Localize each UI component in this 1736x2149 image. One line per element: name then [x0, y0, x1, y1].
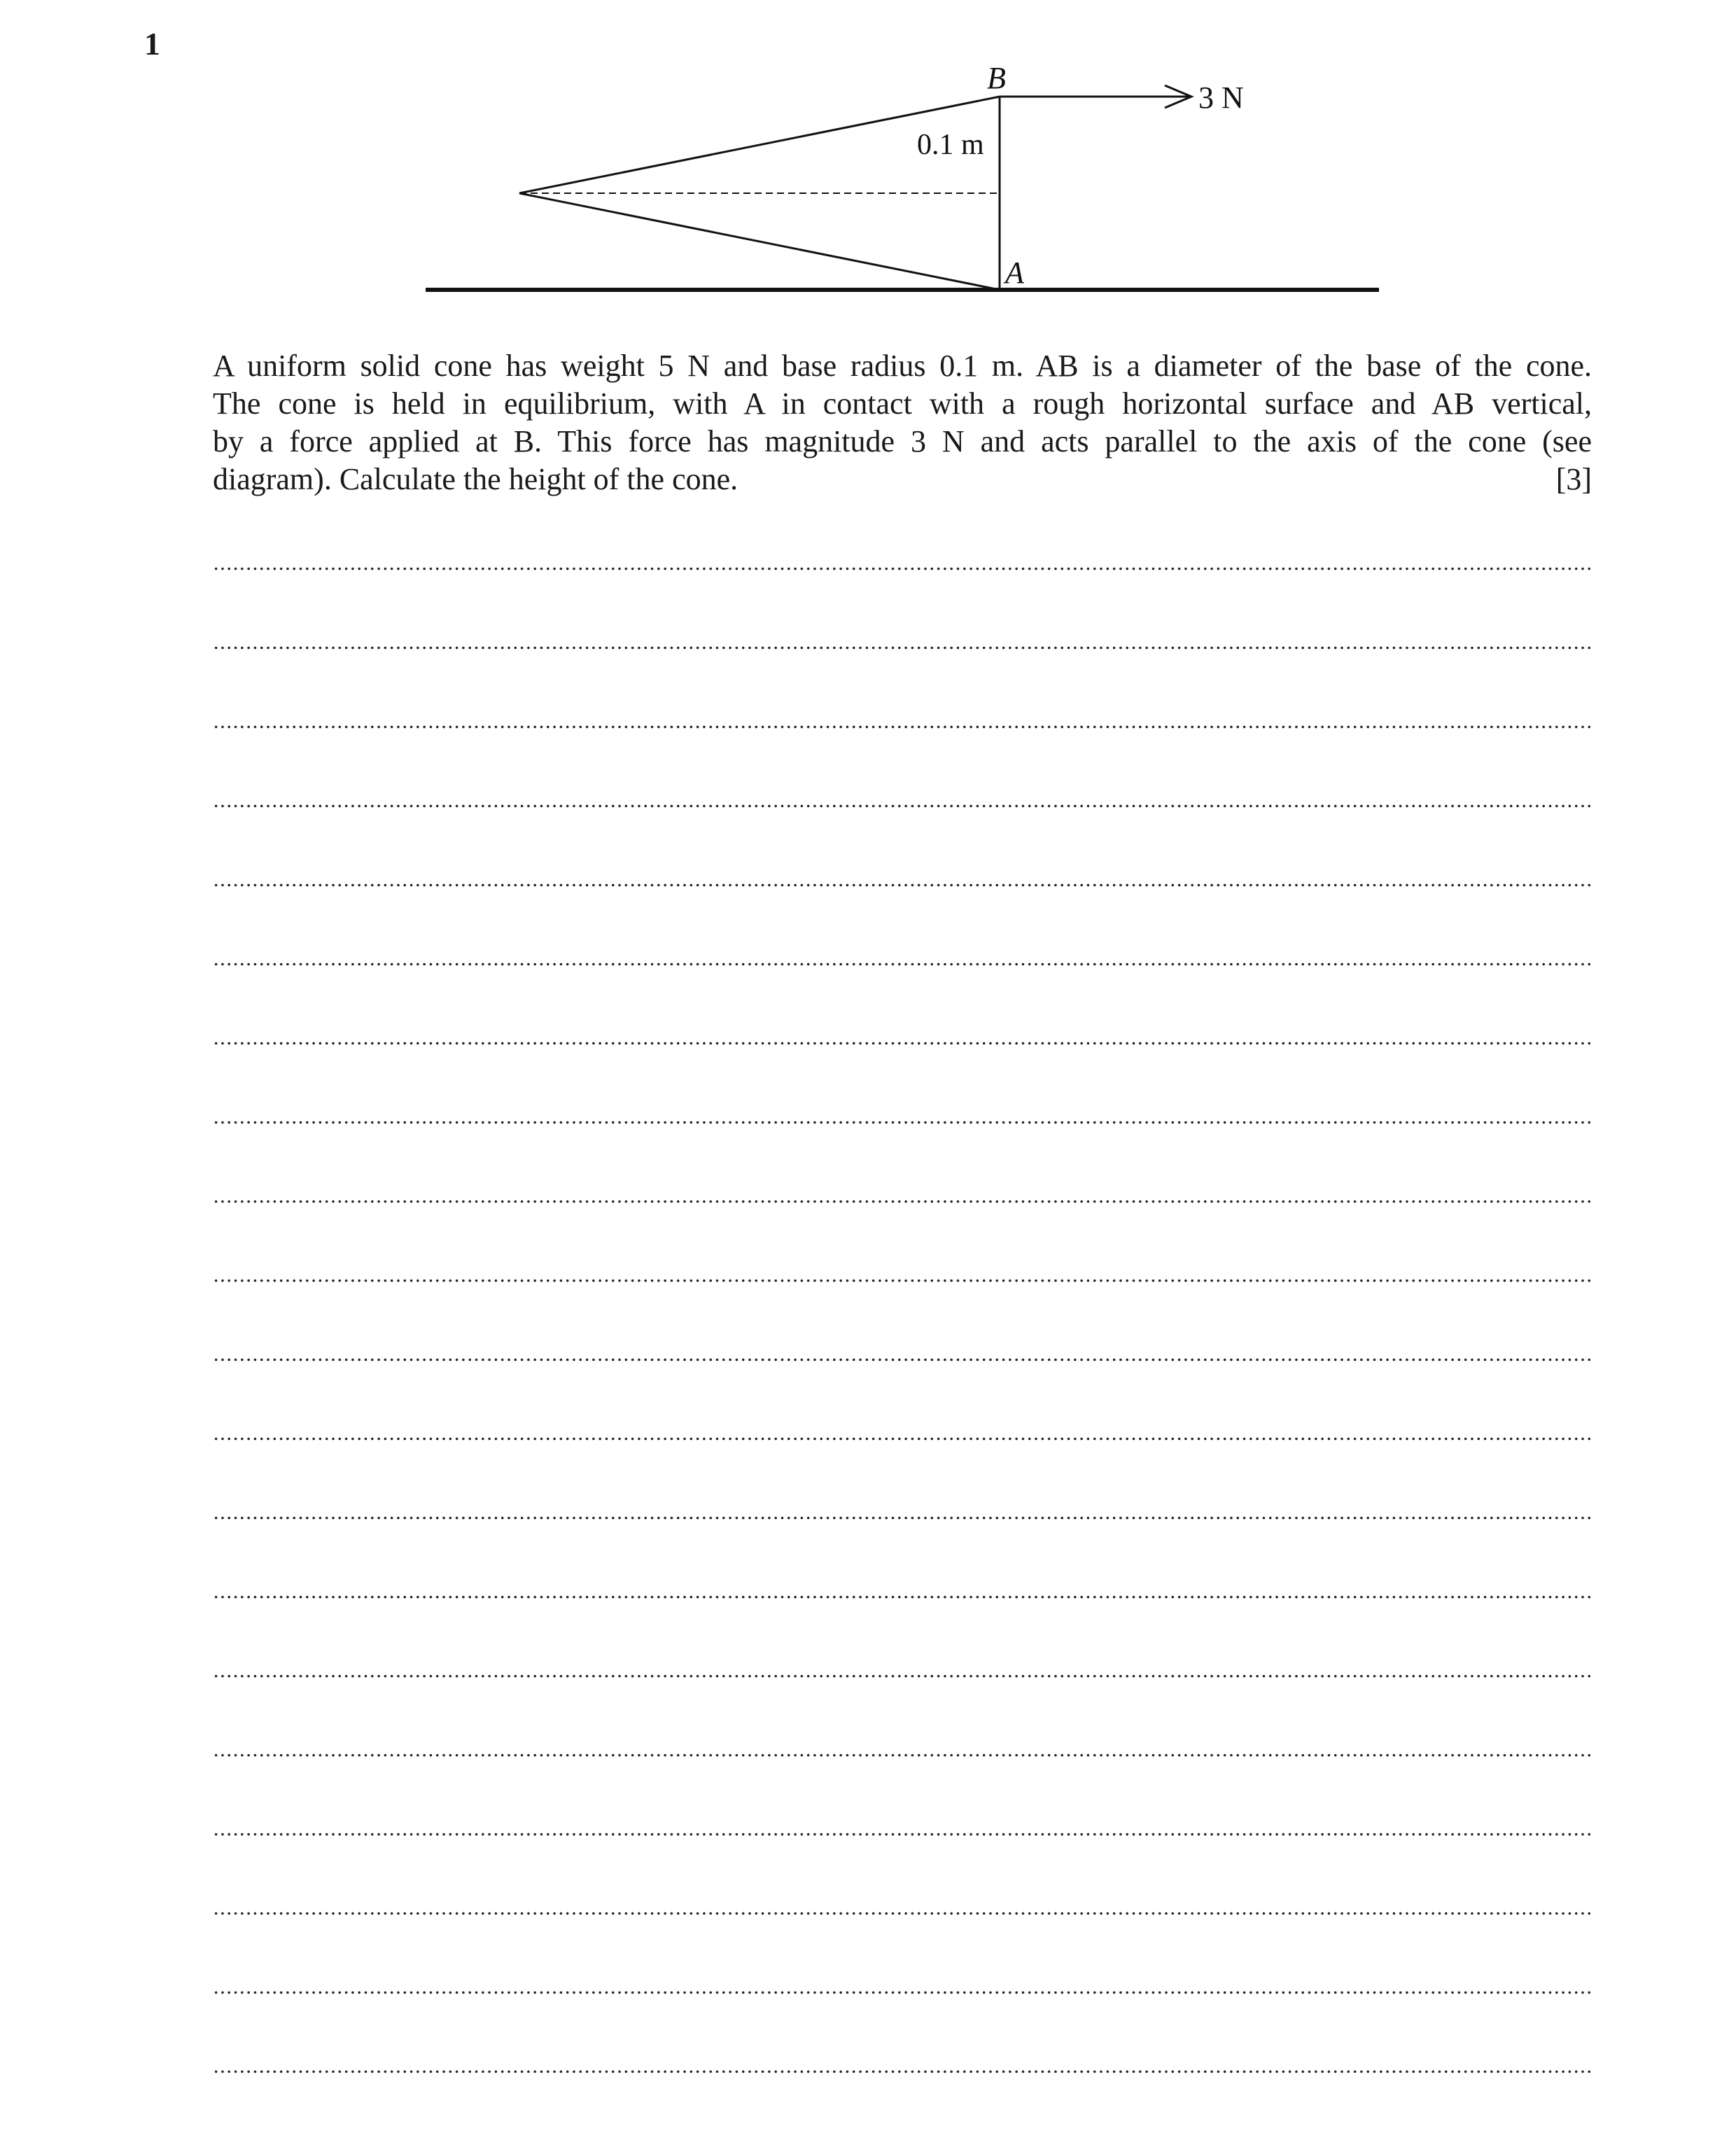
- cone-diagram: [0, 0, 1736, 322]
- answer-line[interactable]: [213, 1279, 1592, 1282]
- answer-line[interactable]: [213, 567, 1592, 570]
- label-radius: 0.1 m: [917, 129, 984, 161]
- question-line-4-row: [213, 461, 1592, 498]
- question-line-4: diagram). Calculate the height of the cone.: [213, 462, 738, 496]
- answer-line[interactable]: [213, 1674, 1592, 1678]
- answer-line[interactable]: [213, 1991, 1592, 1994]
- answer-line[interactable]: [213, 962, 1592, 966]
- answer-line[interactable]: [213, 883, 1592, 887]
- answer-line[interactable]: [213, 1595, 1592, 1599]
- answer-line[interactable]: [213, 1516, 1592, 1520]
- label-b: B: [987, 61, 1006, 95]
- question-number: 1: [144, 26, 160, 62]
- answer-line[interactable]: [213, 1121, 1592, 1124]
- answer-area[interactable]: [213, 567, 1592, 2149]
- answer-line[interactable]: [213, 1358, 1592, 1362]
- answer-line[interactable]: [213, 1912, 1592, 1915]
- answer-line[interactable]: [213, 2070, 1592, 2073]
- answer-line[interactable]: [213, 646, 1592, 650]
- label-force: 3 N: [1198, 80, 1244, 115]
- answer-line[interactable]: [213, 1754, 1592, 1757]
- answer-line[interactable]: [213, 1437, 1592, 1441]
- marks: [3]: [1555, 462, 1592, 496]
- cone-lower-edge: [519, 193, 1000, 290]
- answer-line[interactable]: [213, 1833, 1592, 1836]
- question-line-2: The cone is held in equilibrium, with A in contact with a rough horizontal surface and AB vertical,: [213, 386, 1592, 421]
- answer-line[interactable]: [213, 1042, 1592, 1045]
- question-line-3: by a force applied at B. This force has magnitude 3 N and acts parallel to the axis of the cone (see: [213, 424, 1592, 458]
- label-a: A: [1005, 255, 1024, 290]
- answer-line[interactable]: [213, 1200, 1592, 1203]
- question-text: [213, 347, 1592, 498]
- answer-line[interactable]: [213, 725, 1592, 729]
- question-line-1: A uniform solid cone has weight 5 N and base radius 0.1 m. AB is a diameter of the base of the cone.: [213, 349, 1592, 383]
- answer-line[interactable]: [213, 804, 1592, 808]
